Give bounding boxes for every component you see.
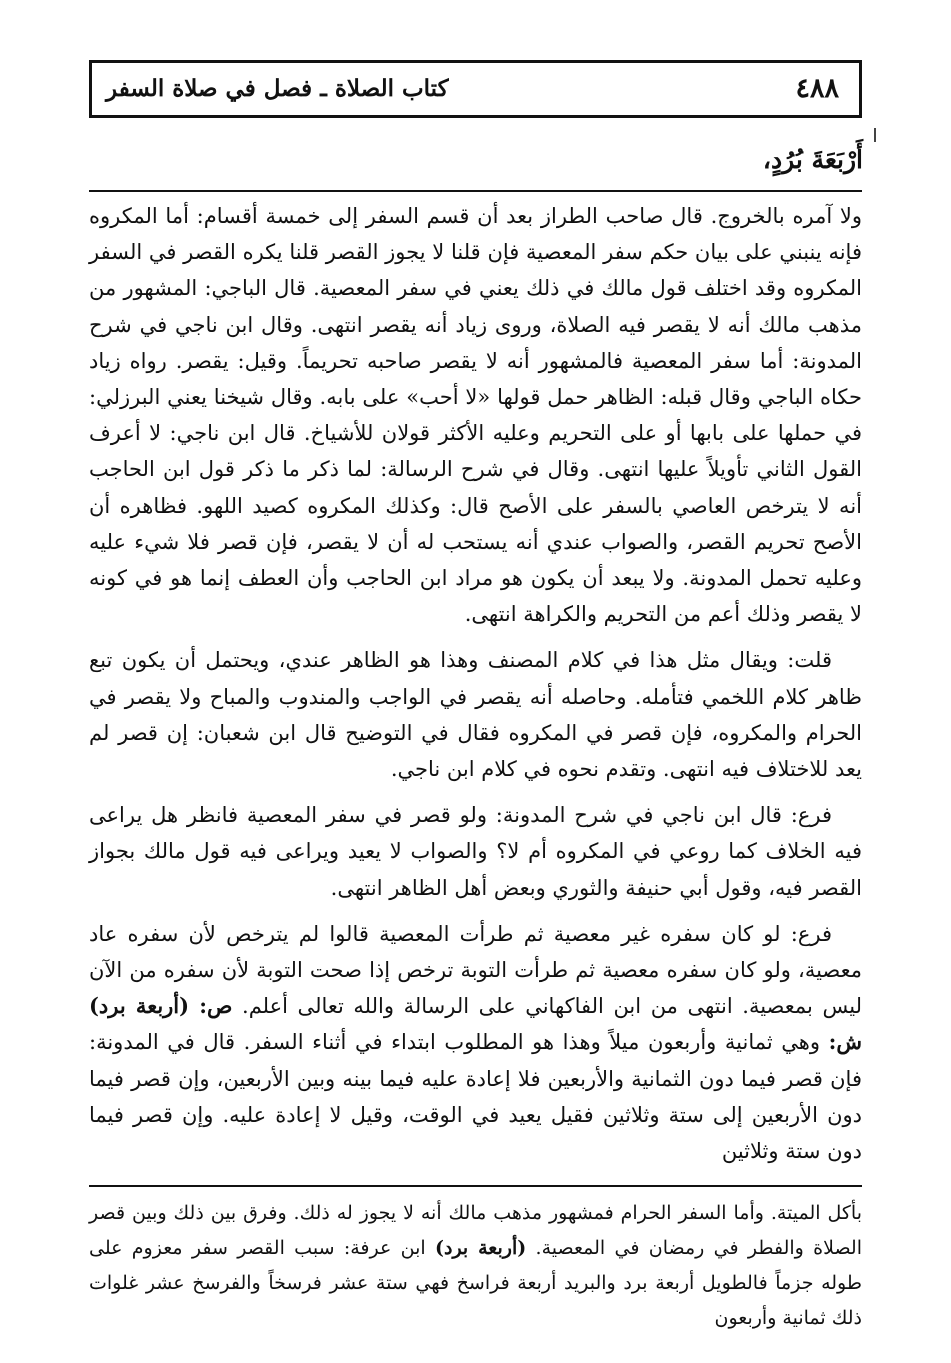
commentary-paragraph: ولا آمره بالخروج. قال صاحب الطراز بعد أن قسم السفر إلى خمسة أقسام: أما المكروه فإنه ينبني على بيان حكم سفر المعصية فإن قلنا لا يجوز القصر قلنا يكره القصر في السفر المكروه وقد اختلف قول مالك في ذلك يعني في سفر المعصية. قال الباجي: المشهور من مذهب مالك أنه لا يقصر فيه الصلاة، وروى زياد أنه يقصر انتهى. وقال ابن ناجي في شرح المدونة: أما سفر المعصية فالمشهور أنه لا يقصر صاحبه تحريماً. وقيل: يقصر. رواه زياد حكاه الباجي وقال قبله: الظاهر حمل قولها «لا أحب» على بابه. وقال شيخنا يعني البرزلي: في حملها على بابها أو على التحريم وعليه الأكثر قولان للأشياخ. قال ابن ناجي: لا أعرف القول الثاني تأويلاً عليها انتهى. وقال في شرح الرسالة: لما ذكر ما ذكر قول ابن الحاجب أنه لا يترخص العاصي بالسفر على الأصح قال: وكذلك المكروه كصيد اللهو. فظاهره أن الأصح تحريم القصر، والصواب عندي أنه يستحب له أن لا يقصر، فإن قصر فلا شيء عليه وعليه تحمل المدونة. ولا يبعد أن يكون هو مراد ابن الحاجب وأن العطف إنما هو في كونه لا يقصر وذلك أعم من التحريم والكراهة انتهى. <box>89 204 862 627</box>
paragraph-label: فرع: <box>790 803 832 828</box>
paragraph-label: فرع: <box>790 921 832 946</box>
commentary-body <box>89 198 862 1169</box>
paragraph-text: ويقال مثل هذا في كلام المصنف وهذا هو الظاهر عندي، ويحتمل أن يكون تبع ظاهر كلام اللخمي فتأمله. وحاصله أنه يقصر في الواجب والمندوب والمباح ولا يقصر في الحرام والمكروه، فإن قصر في المكروه فقال في التوضيح قال ابن شعبان: إن قصر لم يعد للاختلاف فيه انتهى. وتقدم نحوه في كلام ابن ناجي. <box>89 648 862 782</box>
paragraph-label: قلت: <box>787 648 832 673</box>
top-divider <box>89 190 862 192</box>
running-title: كتاب الصلاة ـ فصل في صلاة السفر <box>106 75 449 102</box>
footnote-text: بأكل الميتة. وأما السفر الحرام فمشهور مذهب مالك أنه لا يجوز له ذلك. وفرق بين ذلك وبين قصر الصلاة والفطر في رمضان في المعصية. <box>89 1202 862 1259</box>
matn-text: أَرْبَعَةَ بُرُدٍ، <box>762 145 863 174</box>
running-header <box>89 60 862 118</box>
paragraph-text: قال ابن ناجي في شرح المدونة: ولو قصر في سفر المعصية فانظر هل يراعى فيه الخلاف كما روعي في المكروه أم لا؟ والصواب لا يعيد ويراعى فيه قول مالك بجواز القصر فيه، وقول أبي حنيفة والثوري وبعض أهل الظاهر انتهى. <box>89 803 862 900</box>
commentary-paragraph <box>89 916 862 1169</box>
footnote-text: ابن عرفة: سبب القصر سفر معزوم على طوله جزماً فالطويل أربعة برد والبريد أربعة فراسخ فهي ستة عشر فرسخاً والفرسخ عشر غلوات ذلك ثمانية وأربعون <box>89 1237 862 1329</box>
matn-citation: ص: (أربعة برد) ش: <box>89 993 862 1055</box>
footnote-body <box>89 1196 862 1336</box>
paragraph-text: وهي ثمانية وأربعون ميلاً وهذا هو المطلوب ابتداء في أثناء السفر. قال في المدونة: فإن قصر فيما دون الثمانية والأربعين فلا إعادة عليه فيما بينه وبين الأربعين، وإن قصر فيما دون الأربعين إلى ستة وثلاثين فقيل يعيد في الوقت، وقيل لا إعادة عليه. وإن قصر فيما دون ستة وثلاثين <box>89 1030 862 1164</box>
footnote-citation: (أربعة برد) <box>435 1237 527 1259</box>
margin-mark <box>874 128 876 142</box>
paragraph-text: لو كان سفره غير معصية ثم طرأت المعصية قالوا لم يترخص لأن سفره عاد معصية، ولو كان سفره معصية ثم طرأت التوبة ترخص إذا صحت التوبة لأن سفره من الآن ليس بمعصية. انتهى من ابن الفاكهاني على الرسالة والله تعالى أعلم. <box>89 921 862 1019</box>
commentary-paragraph <box>89 797 862 906</box>
footnote-paragraph <box>89 1196 862 1336</box>
footnote-divider <box>89 1185 862 1187</box>
page-number: ٤٨٨ <box>795 73 839 104</box>
commentary-paragraph <box>89 642 862 787</box>
